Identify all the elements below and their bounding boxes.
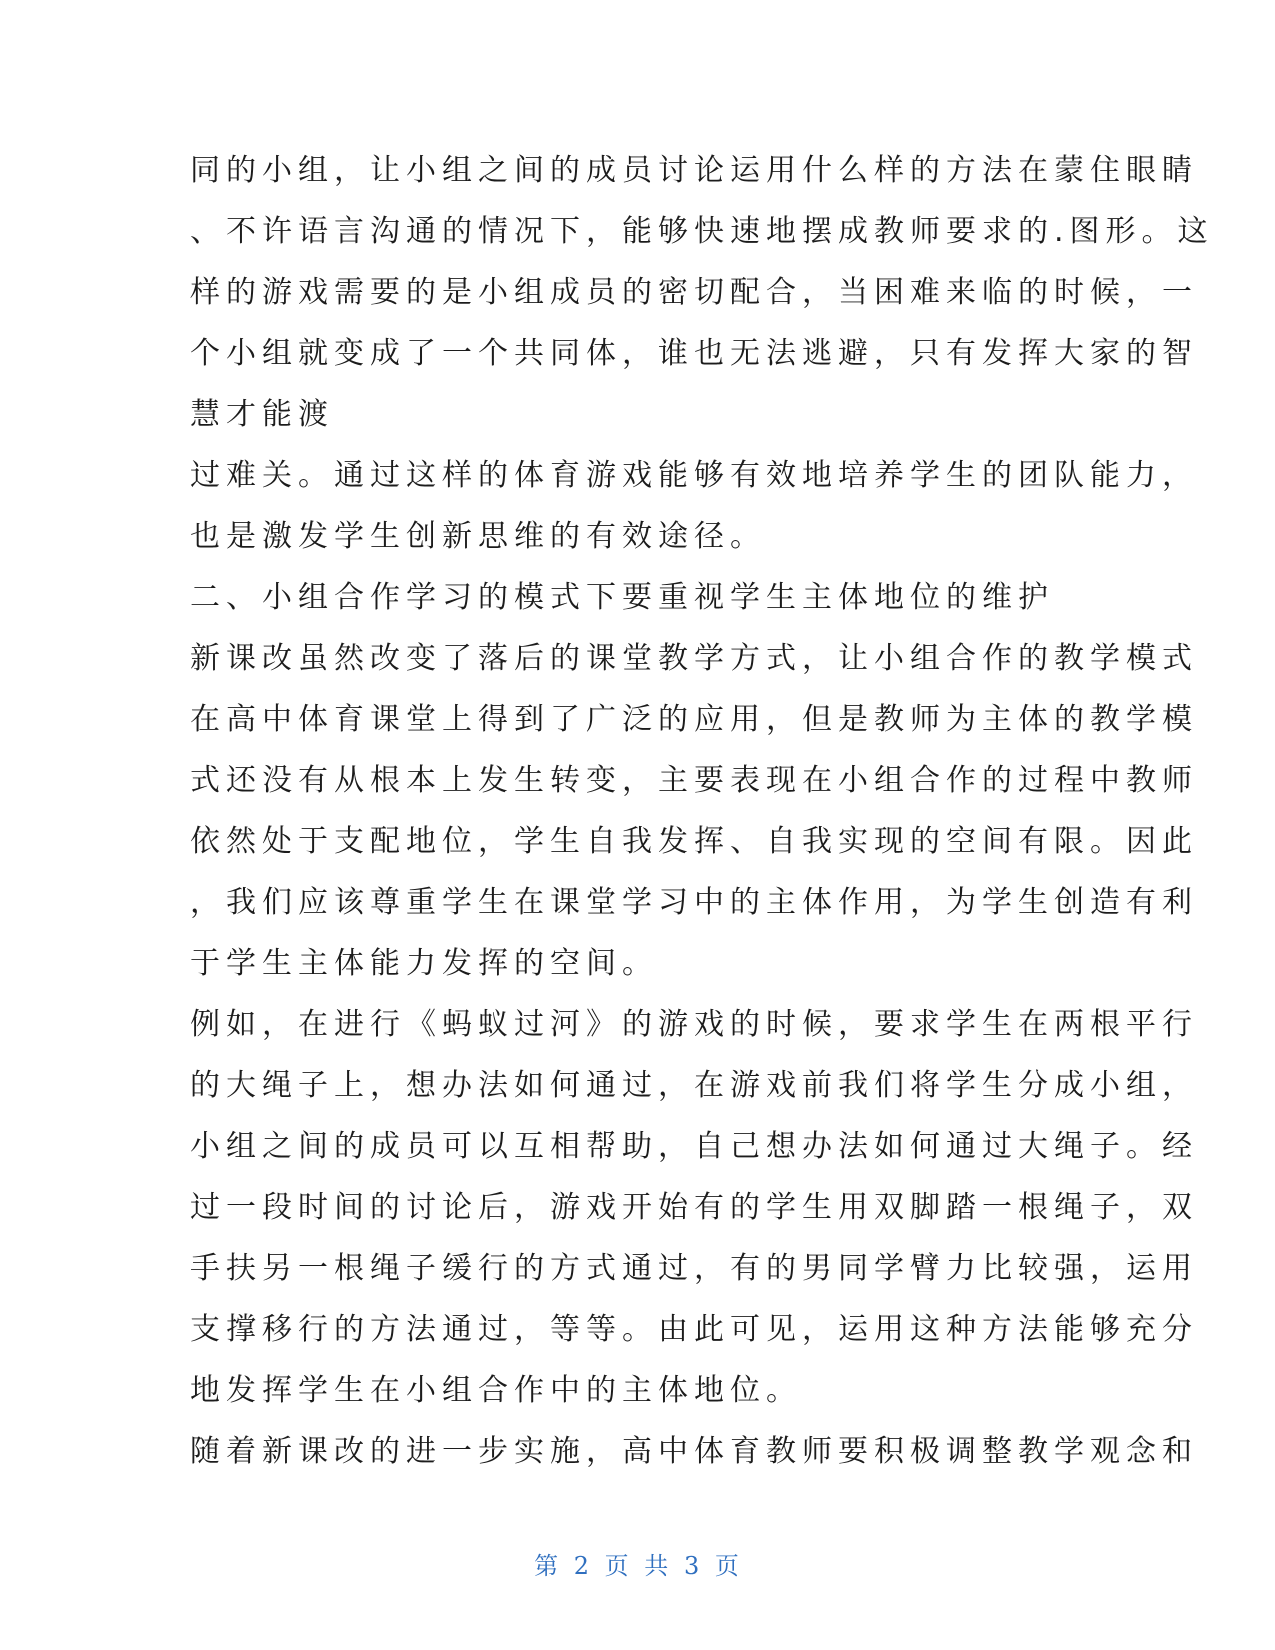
text-line: 于学生主体能力发挥的空间。	[190, 946, 658, 981]
text-line: 新课改虽然改变了落后的课堂教学方式，让小组合作的教学模式	[190, 641, 1198, 676]
text-line: 手扶另一根绳子缓行的方式通过，有的男同学臂力比较强，运用	[190, 1251, 1198, 1286]
text-line: 个小组就变成了一个共同体，谁也无法逃避，只有发挥大家的智	[190, 336, 1198, 371]
text-line: 在高中体育课堂上得到了广泛的应用，但是教师为主体的教学模	[190, 702, 1198, 737]
text-line: 慧才能渡	[190, 397, 334, 432]
text-line: 、不许语言沟通的情况下，能够快速地摆成教师要求的.图形。这	[190, 214, 1214, 249]
text-line: 过一段时间的讨论后，游戏开始有的学生用双脚踏一根绳子，双	[190, 1190, 1198, 1225]
text-line: 小组之间的成员可以互相帮助，自己想办法如何通过大绳子。经	[190, 1129, 1198, 1164]
body-text	[190, 140, 1214, 1482]
text-line: 过难关。通过这样的体育游戏能够有效地培养学生的团队能力，	[190, 458, 1198, 493]
text-line: 同的小组，让小组之间的成员讨论运用什么样的方法在蒙住眼睛	[190, 153, 1198, 188]
text-line: 式还没有从根本上发生转变，主要表现在小组合作的过程中教师	[190, 763, 1198, 798]
text-line: 支撑移行的方法通过，等等。由此可见，运用这种方法能够充分	[190, 1312, 1198, 1347]
text-line: 地发挥学生在小组合作中的主体地位。	[190, 1373, 802, 1408]
section-heading: 二、小组合作学习的模式下要重视学生主体地位的维护	[190, 580, 1054, 615]
text-line: 样的游戏需要的是小组成员的密切配合，当困难来临的时候，一	[190, 275, 1198, 310]
text-line: 随着新课改的进一步实施，高中体育教师要积极调整教学观念和	[190, 1434, 1198, 1469]
text-line: 的大绳子上，想办法如何通过，在游戏前我们将学生分成小组，	[190, 1068, 1198, 1103]
text-line: 也是激发学生创新思维的有效途径。	[190, 519, 766, 554]
text-line: 例如，在进行《蚂蚁过河》的游戏的时候，要求学生在两根平行	[190, 1007, 1198, 1042]
page-number-footer: 第 2 页 共 3 页	[534, 1552, 741, 1580]
text-line: ，我们应该尊重学生在课堂学习中的主体作用，为学生创造有利	[190, 885, 1198, 920]
text-line: 依然处于支配地位，学生自我发挥、自我实现的空间有限。因此	[190, 824, 1198, 859]
